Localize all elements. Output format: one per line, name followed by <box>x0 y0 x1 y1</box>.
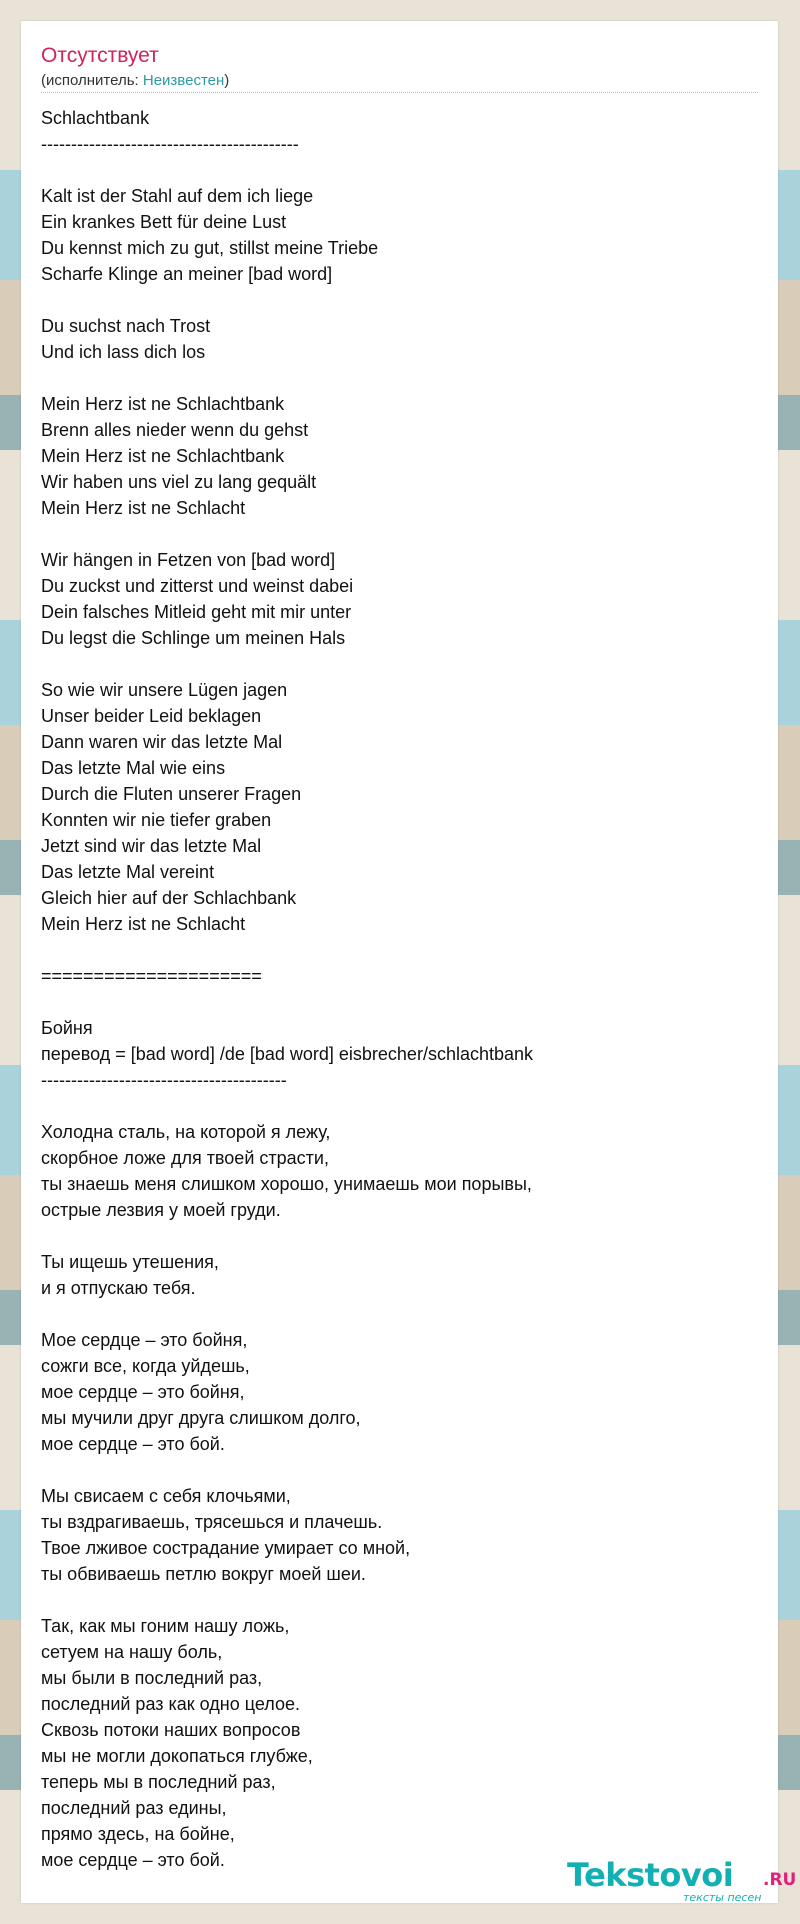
song-title: Отсутствует <box>41 44 159 67</box>
logo-tld: .RU <box>763 1870 797 1890</box>
artist-link[interactable]: Неизвестен <box>142 72 225 89</box>
artist-line <box>41 72 229 90</box>
lyrics-text: Schlachtbank ------------------------------------------- Kalt ist der Stahl auf dem ich liege Ein krankes Bett für deine Lust Du kennst mich zu gut, stillst meine Triebe Scharfe Klinge an meiner [bad word] Du suchst nach Trost Und ich lass dich los Mein Herz ist ne Schlachtbank Brenn alles nieder wenn du gehst Mein Herz ist ne Schlachtbank Wir haben uns viel zu lang gequält Mein Herz ist ne Schlacht Wir hängen in Fetzen von [bad word] Du zuckst und zitterst und weinst dabei Dein falsches Mitleid geht mit mir unter Du legst die Schlinge um meinen Hals So wie wir unsere Lügen jagen Unser beider Leid beklagen Dann waren wir das letzte Mal Das letzte Mal wie eins Durch die Fluten unserer Fragen Konnten wir nie tiefer graben Jetzt sind wir das letzte Mal Das letzte Mal vereint Gleich hier auf der Schlachbank Mein Herz ist ne Schlacht ===================== Бойня перевод = [bad word] /de [bad word] eisbrecher/schlachtbank ----------------------------------------- Холодна сталь, на которой я лежу, скорбное ложе для твоей страсти, ты знаешь меня слишком хорошо, унимаешь мои порывы, острые лезвия у моей груди. Ты ищешь утешения, и я отпускаю тебя. Мое сердце – это бойня, сожги все, когда уйдешь, мое сердце – это бойня, мы мучили друг друга слишком долго, мое сердце – это бой. Мы свисаем с себя клочьями, ты вздрагиваешь, трясешься и плачешь. Твое лживое сострадание умирает со мной, ты обвиваешь петлю вокруг моей шеи. Так, как мы гоним нашу ложь, сетуем на нашу боль, мы были в последний раз, последний раз как одно целое. Сквозь потоки наших вопросов мы не могли докопаться глубже, теперь мы в последний раз, последний раз едины, прямо здесь, на бойне, мое сердце – это бой. <box>41 108 534 1870</box>
logo-tagline: тексты песен <box>683 1891 762 1904</box>
logo-name: Tekstovoi <box>567 1856 734 1894</box>
header-divider <box>41 92 758 93</box>
lyrics-card <box>21 21 797 1904</box>
artist-suffix: ) <box>224 72 230 89</box>
site-logo[interactable] <box>567 1856 797 1904</box>
artist-prefix: (исполнитель: <box>41 72 143 89</box>
